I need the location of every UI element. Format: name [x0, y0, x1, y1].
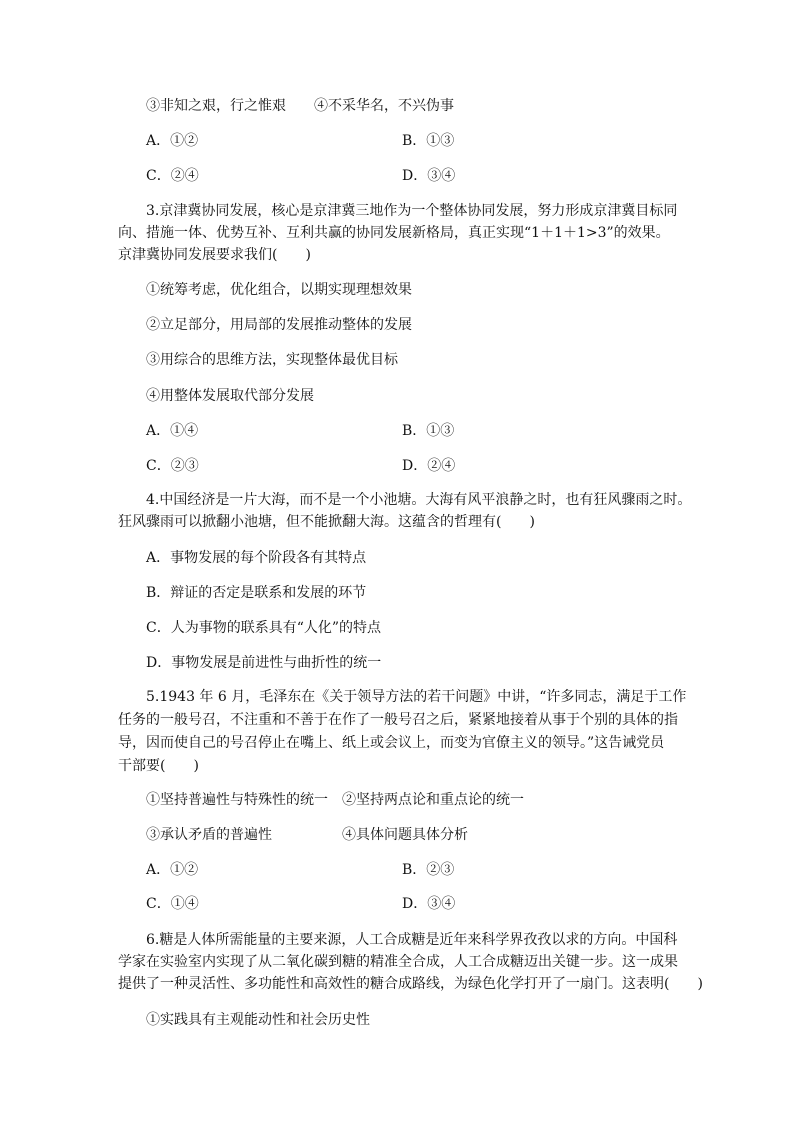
q5-stem-line-4: 干部要( ) — [118, 758, 199, 774]
q4-option-d: D．事物发展是前进性与曲折性的统一 — [146, 655, 382, 671]
q3-statement-4: ④用整体发展取代部分发展 — [146, 388, 314, 404]
q6-stem-line-2: 学家在实验室内实现了从二氧化碳到糖的精准全合成，人工合成糖迈出关键一步。这一成果 — [118, 954, 678, 970]
q2-option-b: B．①③ — [402, 133, 455, 149]
q3-option-c: C．②③ — [146, 458, 199, 474]
q5-statement-1: ①坚持普遍性与特殊性的统一 — [146, 792, 328, 808]
q5-statement-row-2 — [146, 825, 468, 845]
q5-option-b: B．②③ — [402, 862, 455, 878]
q3-option-b: B．①③ — [402, 423, 455, 439]
q5-statement-row-1 — [146, 790, 524, 810]
q4-option-c: C．人为事物的联系具有“人化”的特点 — [146, 620, 382, 636]
q4-stem-line-2: 狂风骤雨可以掀翻小池塘，但不能掀翻大海。这蕴含的哲理有( ) — [118, 514, 535, 530]
q4-stem-line-1: 4.中国经济是一片大海，而不是一个小池塘。大海有风平浪静之时，也有狂风骤雨之时。 — [146, 492, 692, 508]
q2-option-a: A．①② — [146, 133, 199, 149]
q2-statement-row — [146, 96, 454, 116]
q3-statement-2: ②立足部分，用局部的发展推动整体的发展 — [146, 317, 412, 333]
q5-stem-line-3: 导，因而使自己的号召停止在嘴上、纸上或会议上，而变为官僚主义的领导。”这告诫党员 — [118, 735, 665, 751]
q4-option-a: A．事物发展的每个阶段各有其特点 — [146, 550, 367, 566]
q5-statement-3: ③承认矛盾的普遍性 — [146, 827, 272, 843]
q3-option-a: A．①④ — [146, 423, 199, 439]
q3-option-d: D．②④ — [402, 458, 456, 474]
q5-stem-line-2: 任务的一般号召，不注重和不善于在作了一般号召之后，紧紧地接着从事于个别的具体的指 — [118, 712, 678, 728]
q5-option-c: C．①④ — [146, 896, 199, 912]
q5-stem-line-1: 5.1943 年 6 月，毛泽东在《关于领导方法的若干问题》中讲，“许多同志，满足于工作 — [146, 689, 687, 705]
q5-statement-2: ②坚持两点论和重点论的统一 — [342, 792, 524, 808]
q3-stem-line-2: 向、措施一体、优势互补、互利共赢的协同发展新格局，真正实现“1＋1＋1>3”的效果。 — [118, 225, 670, 241]
q4-option-b: B．辩证的否定是联系和发展的环节 — [146, 585, 367, 601]
q3-stem-line-3: 京津冀协同发展要求我们( ) — [118, 247, 311, 263]
q3-stem-line-1: 3.京津冀协同发展，核心是京津冀三地作为一个整体协同发展，努力形成京津冀目标同 — [146, 203, 678, 219]
q5-option-d: D．③④ — [402, 896, 456, 912]
q2-statement-3: ③非知之艰，行之惟艰 — [146, 98, 286, 114]
q2-option-d: D．③④ — [402, 168, 456, 184]
q6-statement-1: ①实践具有主观能动性和社会历史性 — [146, 1012, 370, 1028]
q2-option-c: C．②④ — [146, 168, 199, 184]
q3-statement-3: ③用综合的思维方法，实现整体最优目标 — [146, 352, 398, 368]
q6-stem-line-3: 提供了一种灵活性、多功能性和高效性的糖合成路线，为绿色化学打开了一扇门。这表明( ) — [118, 976, 703, 992]
q6-stem-line-1: 6.糖是人体所需能量的主要来源，人工合成糖是近年来科学界孜孜以求的方向。中国科 — [146, 932, 678, 948]
q5-option-a: A．①② — [146, 862, 199, 878]
q5-statement-4: ④具体问题具体分析 — [342, 827, 468, 843]
q2-statement-4: ④不采华名，不兴伪事 — [314, 98, 454, 114]
q3-statement-1: ①统筹考虑，优化组合，以期实现理想效果 — [146, 282, 412, 298]
